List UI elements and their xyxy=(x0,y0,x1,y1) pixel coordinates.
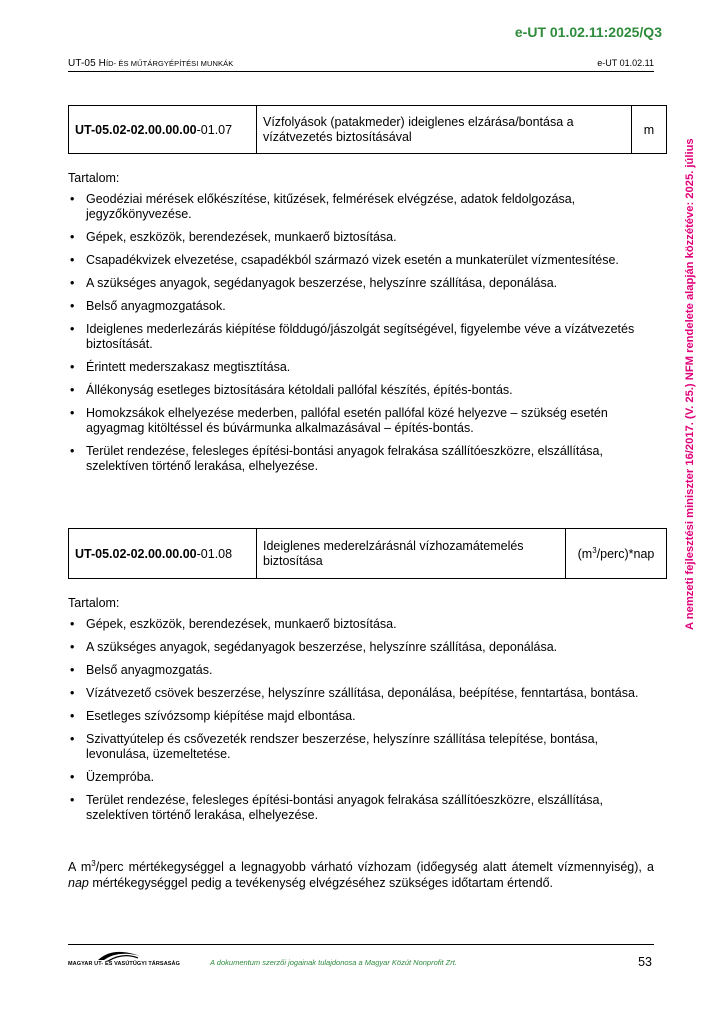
list-item: • A szükséges anyagok, segédanyagok beszerzése, helyszínre szállítása, deponálása. xyxy=(70,276,558,290)
list-item: • Üzempróba. xyxy=(70,770,155,784)
item-code-bold: UT-05.02-02.00.00.00 xyxy=(75,122,197,137)
item-code xyxy=(69,106,257,154)
list-item: • Geodéziai mérések előkészítése, kitűzések, felmérések elvégzése, adatok feldolgozása, jegyzőkönyvezése. xyxy=(70,192,576,221)
list-item: • Terület rendezése, felesleges építési-bontási anyagok felrakása szállítóeszközre, elszállítása, szelektíven történő lerakása, elhelyezése. xyxy=(70,793,603,822)
page-number: 53 xyxy=(638,955,652,969)
item-code-suffix: -01.08 xyxy=(196,546,233,561)
list-item: • Érintett mederszakasz megtisztítása. xyxy=(70,360,291,374)
list-item: • Ideiglenes mederlezárás kiépítése földdugó/jászolgát segítségével, figyelembe véve a vízátvezetés biztosítását. xyxy=(70,322,635,351)
document-code: e-UT 01.02.11:2025/Q3 xyxy=(514,24,662,40)
item-unit: m xyxy=(632,106,667,154)
list-item: • Gépek, eszközök, berendezések, munkaerő biztosítása. xyxy=(70,617,397,631)
item-code-bold: UT-05.02-02.00.00.00 xyxy=(75,546,197,561)
list-item: • Szivattyútelep és csővezeték rendszer beszerzése, helyszínre szállítása telepítése, bontása, levonulása, üzemeltetése. xyxy=(70,732,599,761)
content-list xyxy=(68,192,656,474)
item-description: Vízfolyások (patakmeder) ideiglenes elzárása/bontása a vízátvezetés biztosításával xyxy=(257,106,632,154)
item-description: Ideiglenes mederelzárásnál vízhozamátemelés biztosítása xyxy=(257,529,566,579)
footer-divider xyxy=(68,944,654,945)
item-code xyxy=(69,529,257,579)
list-item: • Csapadékvizek elvezetése, csapadékból származó vizek esetén a munkaterület vízmentesítése. xyxy=(70,253,619,267)
header-chapter-title xyxy=(68,58,233,69)
list-item: • Homokzsákok elhelyezése mederben, pallófal esetén pallófal közé helyezve – szükség esetén agyagmag kitöltéssel és búvármunka alkalmazásával – építés-bontás. xyxy=(70,406,608,435)
item-table-01-07 xyxy=(68,105,667,154)
content-title: Tartalom: xyxy=(68,171,120,185)
list-item: • Vízátvezető csövek beszerzése, helyszínre szállítása, deponálása, beépítése, fenntartása, bontása. xyxy=(70,686,639,700)
list-item: • Gépek, eszközök, berendezések, munkaerő biztosítása. xyxy=(70,230,397,244)
list-item: • Belső anyagmozgatás. xyxy=(70,663,213,677)
content-list xyxy=(68,617,656,823)
content-title: Tartalom: xyxy=(68,596,120,610)
header-divider xyxy=(68,71,654,72)
list-item: • Állékonyság esetleges biztosítására kétoldali pallófal készítés, építés-bontás. xyxy=(70,383,513,397)
item-content-01-08 xyxy=(68,596,656,831)
item-content-01-07 xyxy=(68,171,656,482)
header-chapter-rest: ÍD- ÉS MŰTÁRGYÉPÍTÉSI MUNKÁK xyxy=(105,59,234,68)
company-logo-text: MAGYAR UT- ÉS VASÚTÜGYI TÁRSASÁG xyxy=(68,961,180,967)
header-document-id: e-UT 01.02.11 xyxy=(597,58,654,68)
publication-side-note: A nemzeti fejlesztési miniszter 16/2017. (V. 25.) NFM rendelete alapján közzétéve: 2025. július xyxy=(684,138,696,630)
item-code-suffix: -01.07 xyxy=(196,122,233,137)
list-item: • Belső anyagmozgatások. xyxy=(70,299,226,313)
list-item: • A szükséges anyagok, segédanyagok beszerzése, helyszínre szállítása, deponálása. xyxy=(70,640,558,654)
header-chapter-prefix: UT-05 H xyxy=(68,58,106,69)
copyright-note: A dokumentum szerzői jogainak tulajdonosa a Magyar Közút Nonprofit Zrt. xyxy=(210,958,457,967)
unit-explanation-note: A $m^3$/perc mértékegységgel a legnagyobb várható vízhozam (időegység alatt átemelt vízmennyiség), a nap mértékegységgel pedig a tevékenység elvégzéséhez szükséges időtartam értendő. xyxy=(68,859,654,891)
list-item: • Esetleges szívózsomp kiépítése majd elbontása. xyxy=(70,709,356,723)
item-table-01-08 xyxy=(68,528,667,579)
list-item: • Terület rendezése, felesleges építési-bontási anyagok felrakása szállítóeszközre, elszállítása, szelektíven történő lerakása, elhelyezése. xyxy=(70,444,603,473)
item-unit: $(m^3/perc)*nap$ xyxy=(566,529,667,579)
